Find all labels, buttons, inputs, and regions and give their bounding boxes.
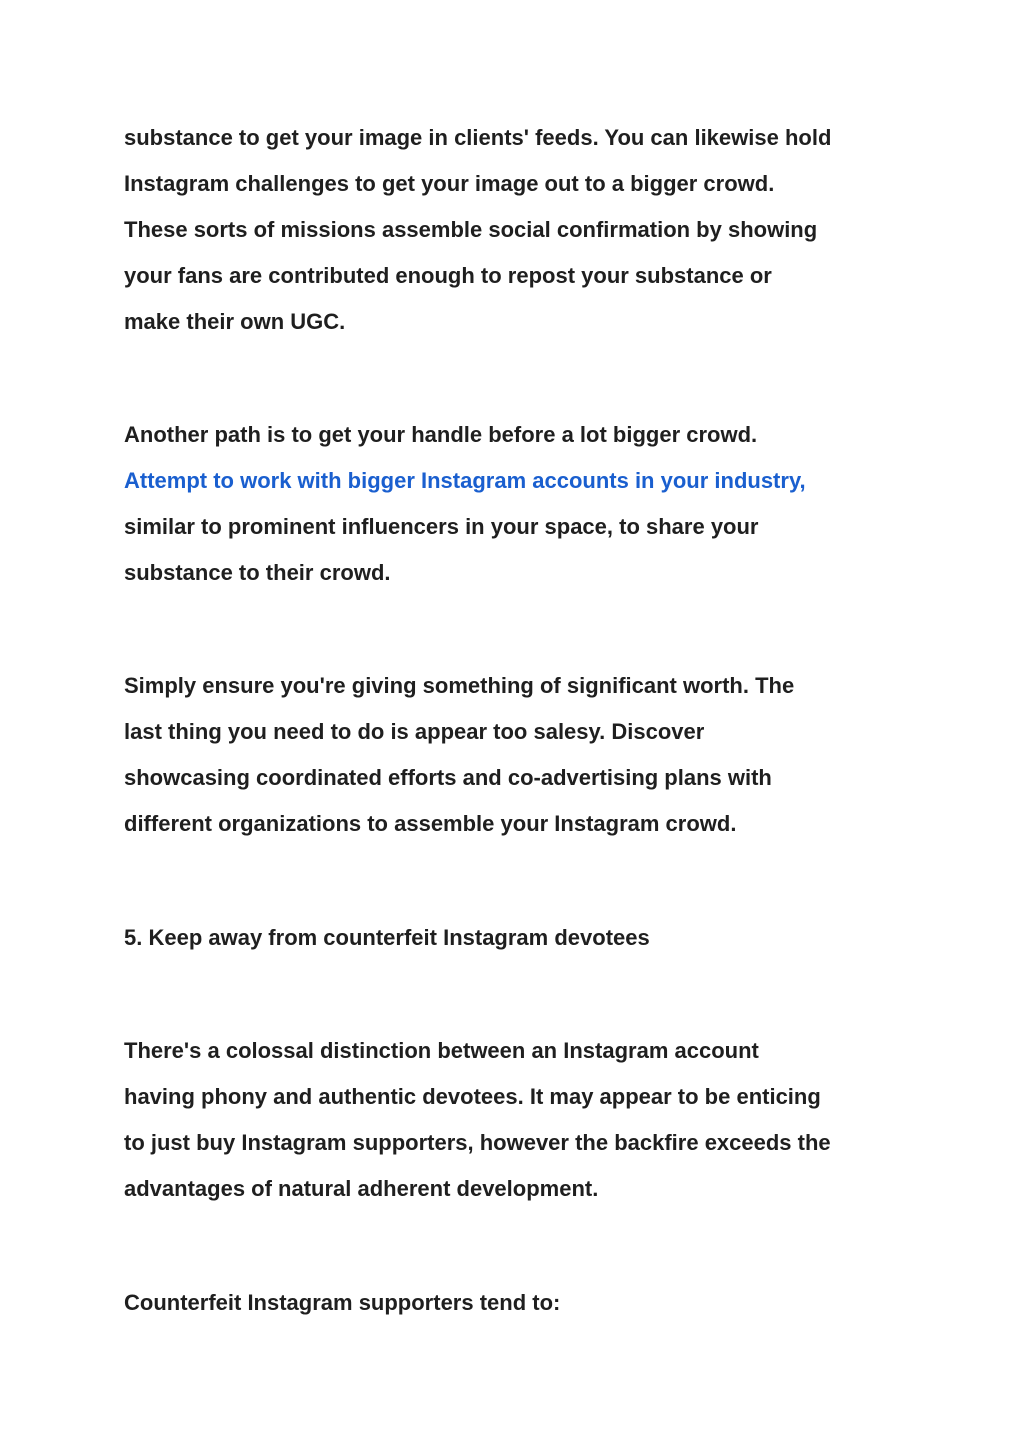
paragraph-2-line-1: Another path is to get your handle before a lot bigger crowd. (124, 422, 758, 447)
paragraph-2-line-3: similar to prominent influencers in your space, to share your (124, 514, 759, 539)
section-heading-5: 5. Keep away from counterfeit Instagram devotees (124, 925, 650, 950)
paragraph-4-line-3: to just buy Instagram supporters, however the backfire exceeds the (124, 1130, 831, 1155)
paragraph-1-line-2: Instagram challenges to get your image out to a bigger crowd. (124, 171, 775, 196)
paragraph-3-line-1: Simply ensure you're giving something of significant worth. The (124, 673, 795, 698)
paragraph-2-line-4: substance to their crowd. (124, 560, 391, 585)
paragraph-4-line-2: having phony and authentic devotees. It may appear to be enticing (124, 1084, 821, 1109)
paragraph-1-line-1: substance to get your image in clients' feeds. You can likewise hold (124, 125, 832, 150)
paragraph-3-line-3: showcasing coordinated efforts and co-advertising plans with (124, 765, 772, 790)
paragraph-1-line-5: make their own UGC. (124, 309, 346, 334)
paragraph-3-line-2: last thing you need to do is appear too salesy. Discover (124, 719, 705, 744)
paragraph-1-line-3: These sorts of missions assemble social confirmation by showing (124, 217, 818, 242)
paragraph-4-line-4: advantages of natural adherent development. (124, 1176, 599, 1201)
paragraph-5-line-1: Counterfeit Instagram supporters tend to: (124, 1290, 561, 1315)
paragraph-1-line-4: your fans are contributed enough to repost your substance or (124, 263, 772, 288)
paragraph-4-line-1: There's a colossal distinction between an Instagram account (124, 1038, 759, 1063)
industry-accounts-link[interactable]: Attempt to work with bigger Instagram accounts in your industry, (124, 468, 806, 493)
paragraph-3-line-4: different organizations to assemble your Instagram crowd. (124, 811, 737, 836)
